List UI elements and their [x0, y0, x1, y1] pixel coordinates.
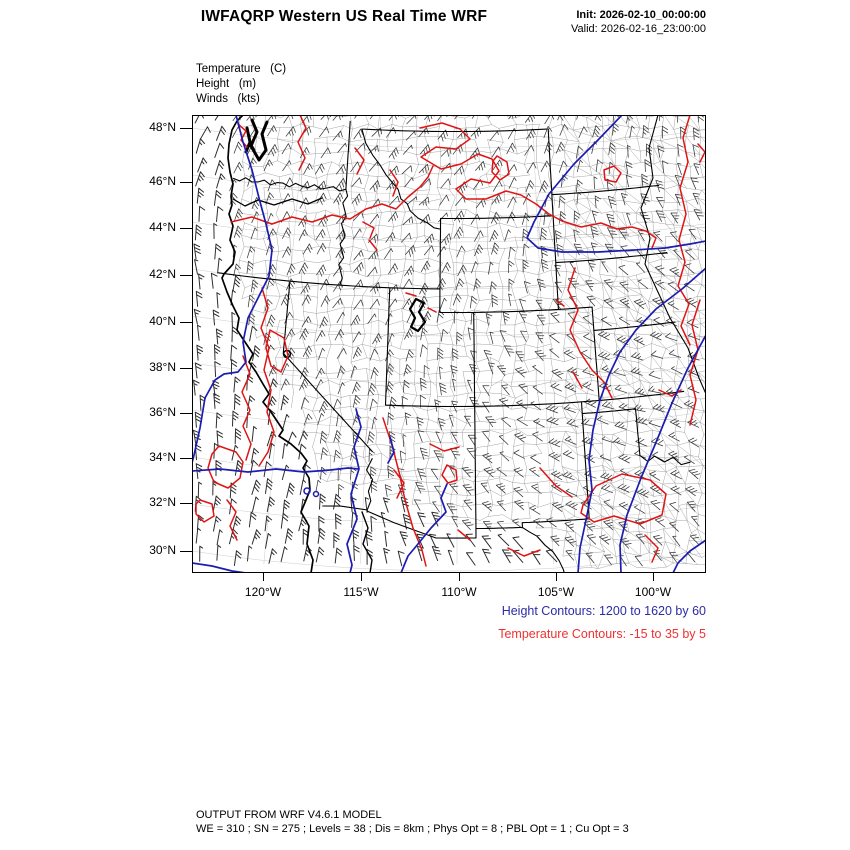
page-title: IWFAQRP Western US Real Time WRF [200, 8, 488, 25]
temperature-contour-caption: Temperature Contours: -15 to 35 by 5 [498, 627, 706, 641]
lon-tick-label: 120°W [244, 585, 282, 599]
contour-captions [406, 600, 706, 646]
lon-tick [653, 573, 654, 581]
lat-tick [180, 458, 192, 459]
great-salt-lake [410, 299, 425, 331]
wrf-map [192, 115, 706, 573]
lat-tick [180, 503, 192, 504]
footer-block [196, 808, 629, 836]
lon-tick-label: 110°W [441, 585, 477, 599]
legend-temperature: Temperature (C) [196, 63, 287, 75]
lat-tick [180, 551, 192, 552]
lat-tick-label: 32°N [149, 495, 176, 509]
lon-tick [459, 573, 460, 581]
timestamp-block [500, 8, 706, 36]
lat-tick [180, 182, 192, 183]
lat-tick-label: 38°N [149, 360, 176, 374]
valid-timestamp: Valid: 2026-02-16_23:00:00 [571, 23, 706, 35]
footer-model-line: OUTPUT FROM WRF V4.6.1 MODEL [196, 809, 382, 821]
lat-tick [180, 275, 192, 276]
legend-height: Height (m) [196, 78, 257, 91]
lat-tick [180, 322, 192, 323]
lat-tick-label: 42°N [149, 267, 176, 281]
lon-tick [263, 573, 264, 581]
lat-tick-label: 40°N [149, 314, 176, 328]
variable-legend [196, 62, 286, 108]
lon-tick-label: 115°W [343, 585, 379, 599]
lat-tick [180, 413, 192, 414]
lat-tick-label: 34°N [149, 450, 176, 464]
map-canvas [193, 116, 705, 572]
lat-tick-label: 30°N [149, 543, 176, 557]
lat-tick-label: 48°N [149, 120, 176, 134]
legend-winds: Winds (kts) [196, 93, 260, 106]
lat-tick [180, 128, 192, 129]
height-contour-closed-low [314, 492, 319, 497]
lat-tick [180, 228, 192, 229]
lon-tick [556, 573, 557, 581]
lat-tick [180, 368, 192, 369]
footer-config-line: WE = 310 ; SN = 275 ; Levels = 38 ; Dis = 8km ; Phys Opt = 8 ; PBL Opt = 1 ; Cu Opt = 3 [196, 823, 629, 835]
lon-tick [361, 573, 362, 581]
lat-tick-label: 36°N [149, 405, 176, 419]
init-timestamp: Init: 2026-02-10_00:00:00 [576, 9, 706, 21]
lat-tick-label: 44°N [149, 220, 176, 234]
lon-tick-label: 105°W [537, 585, 575, 599]
lat-tick-label: 46°N [149, 174, 176, 188]
height-contour-caption: Height Contours: 1200 to 1620 by 60 [501, 604, 706, 618]
lon-tick-label: 100°W [634, 585, 672, 599]
